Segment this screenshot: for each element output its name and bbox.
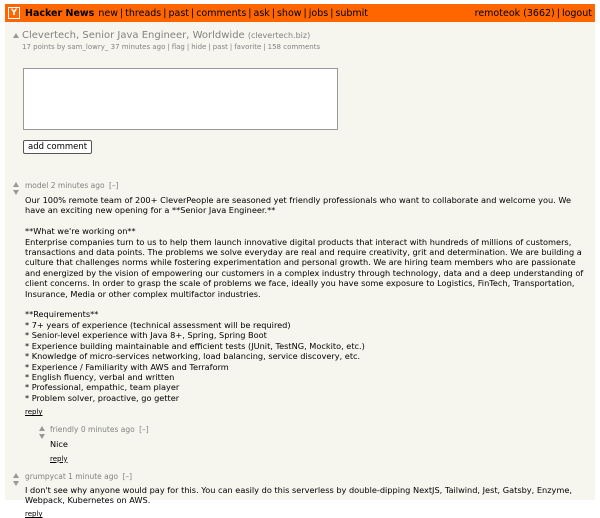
comment-age-link[interactable]: 0 minutes ago bbox=[80, 425, 135, 435]
story-title-link[interactable]: Clevertech, Senior Java Engineer, Worldwide bbox=[22, 30, 245, 41]
story-points-by: 17 points by sam_lowry_ bbox=[22, 43, 109, 51]
downvote-arrow-icon[interactable] bbox=[13, 190, 19, 195]
comment-age-link[interactable]: 1 minute ago bbox=[68, 471, 119, 481]
story-subtext: 17 points by sam_lowry_ 37 minutes ago | flag | hide | past | favorite | 158 comments bbox=[22, 43, 321, 51]
add-comment-button[interactable]: add comment bbox=[23, 140, 92, 154]
story-domain-link[interactable]: (clevertech.biz) bbox=[247, 31, 311, 40]
comment-textarea[interactable] bbox=[23, 68, 338, 130]
comment-item bbox=[50, 425, 590, 462]
upvote-arrow-icon[interactable] bbox=[39, 426, 45, 431]
nav-jobs[interactable]: jobs bbox=[308, 7, 329, 19]
top-nav: new | threads | past | comments | ask | show | jobs | submit bbox=[98, 7, 369, 19]
story-title-row bbox=[22, 30, 595, 41]
story bbox=[5, 22, 595, 51]
nav-new[interactable]: new bbox=[98, 7, 118, 19]
nav-past[interactable]: past bbox=[168, 7, 189, 19]
user-profile-link[interactable]: remoteok (3662) bbox=[474, 7, 555, 19]
reply-link[interactable]: reply bbox=[25, 408, 43, 417]
comment-item bbox=[25, 472, 590, 518]
nav-ask[interactable]: ask bbox=[253, 7, 270, 19]
comment-header bbox=[25, 181, 590, 190]
comment-header bbox=[50, 425, 590, 434]
comment-header bbox=[25, 472, 590, 481]
collapse-toggle[interactable]: [–] bbox=[109, 181, 119, 190]
story-favorite-link[interactable]: favorite bbox=[234, 43, 262, 51]
story-hide-link[interactable]: hide bbox=[191, 43, 207, 51]
y-logo-icon[interactable]: Y bbox=[8, 7, 20, 19]
collapse-toggle[interactable]: [–] bbox=[122, 471, 133, 481]
nav-submit[interactable]: submit bbox=[335, 7, 369, 19]
comment-author-link[interactable]: grumpycat bbox=[25, 471, 66, 481]
upvote-arrow-icon[interactable] bbox=[13, 33, 19, 38]
user-area: remoteok (3662) | logout bbox=[474, 7, 592, 19]
logout-link[interactable]: logout bbox=[561, 7, 592, 19]
reply-link[interactable]: reply bbox=[50, 454, 68, 463]
story-age-link[interactable]: 37 minutes ago bbox=[110, 43, 166, 51]
nav-show[interactable]: show bbox=[276, 7, 302, 19]
comment-author-link[interactable]: model bbox=[25, 181, 49, 190]
upvote-arrow-icon[interactable] bbox=[13, 473, 19, 478]
comment-text: Nice bbox=[50, 439, 68, 450]
reply-link[interactable]: reply bbox=[25, 510, 43, 518]
upvote-arrow-icon[interactable] bbox=[13, 182, 19, 187]
story-comments-link[interactable]: 158 comments bbox=[267, 43, 321, 51]
story-past-link[interactable]: past bbox=[212, 43, 228, 51]
comment-text: I don't see why anyone would pay for this. You can easily do this serverless by double-dipping NextJS, Tailwind, Jest, Gatsby, Enzyme, Webpack, Kubernetes on AWS. bbox=[25, 484, 575, 505]
comment-item bbox=[25, 181, 590, 416]
comment-age-link[interactable]: 2 minutes ago bbox=[50, 181, 105, 190]
comment-text: Our 100% remote team of 200+ CleverPeople are seasoned yet friendly professionals who want to collaborate and welcome you. We have an exciting new opening for a **Senior Java Engineer.** **What we're working on** Enterprise companies turn to us to help them launch innovative digital products that interact with hundreds of millions of customers, transactions and data points. The problems we solve everyday are real and require creativity, grit and determination. We are building a culture that challenges norms while fostering experimentation and personal growth. We are hiring team members who are passionate and energized by the vision of empowering our customers in a complex industry through technology, data and a deep understanding of client concerns. In order to grasp the scale of problems we face, ideally you have some exposure to Logistics, FinTech, Transportation, Insurance, Media or other complex multifactor industries. **Requirements** * 7+ years of experience (technical assessment will be required) * Senior-level experience with Java 8+, Spring, Spring Boot * Experience building maintainable and efficient tests (JUnit, TestNG, Mockito, etc.) * Knowledge of micro-services networking, load balancing, service discovery, etc. * Experience / Familiarity with AWS and Terraform * English fluency, verbal and written * Professional, empathic, team player * Problem solver, proactive, go getter bbox=[25, 195, 584, 403]
downvote-arrow-icon[interactable] bbox=[13, 481, 19, 486]
header-bar bbox=[5, 4, 595, 22]
collapse-toggle[interactable]: [–] bbox=[139, 425, 149, 435]
story-flag-link[interactable]: flag bbox=[171, 43, 185, 51]
page bbox=[5, 4, 595, 518]
nav-comments[interactable]: comments bbox=[196, 7, 247, 19]
nav-threads[interactable]: threads bbox=[125, 7, 162, 19]
downvote-arrow-icon[interactable] bbox=[39, 434, 45, 439]
comment-author-link[interactable]: friendly bbox=[50, 425, 79, 435]
site-name-link[interactable]: Hacker News bbox=[25, 7, 95, 19]
